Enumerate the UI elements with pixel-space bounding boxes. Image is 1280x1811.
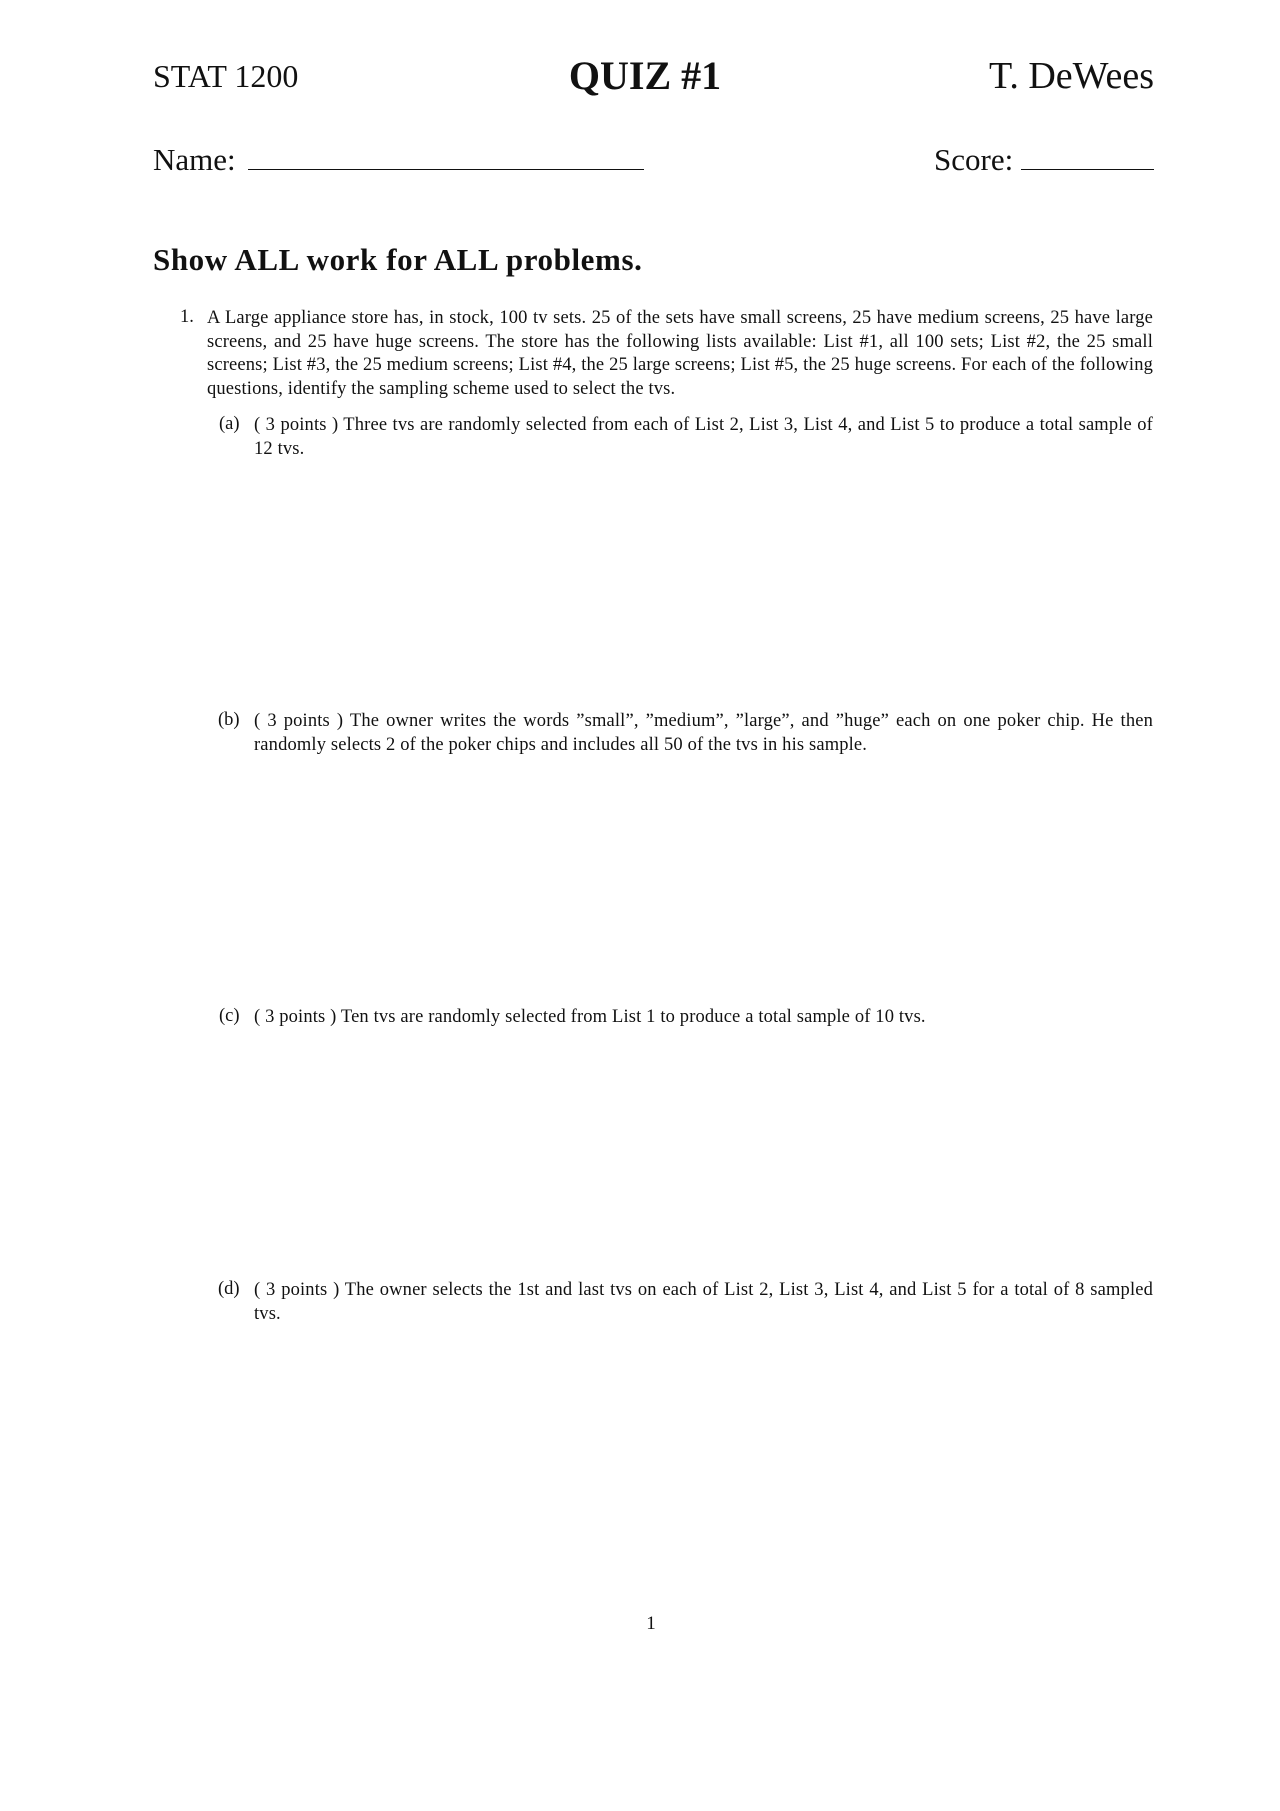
instructor-name: T. DeWees xyxy=(988,55,1154,97)
part-c-text: ( 3 points ) Ten tvs are randomly selected from List 1 to produce a total sample of 10 tvs. xyxy=(254,1007,926,1027)
part-b-text: ( 3 points ) The owner writes the words ”small”, ”medium”, ”large”, and ”huge” each on one poker chip. He then randomly selects 2 of the poker chips and includes all 50 of the tvs in his sample. xyxy=(254,711,1153,755)
part-a-label: (a) xyxy=(219,414,240,434)
part-b-label: (b) xyxy=(218,710,240,730)
score-blank-line[interactable] xyxy=(1021,169,1154,170)
problem-number: 1. xyxy=(180,307,194,327)
part-d-label: (d) xyxy=(218,1279,240,1299)
part-a-text: ( 3 points ) Three tvs are randomly selected from each of List 2, List 3, List 4, and List 5 to produce a total sample of 12 tvs. xyxy=(254,415,1153,459)
part-c-label: (c) xyxy=(219,1006,240,1026)
quiz-title: QUIZ #1 xyxy=(568,53,722,98)
score-label: Score: xyxy=(934,142,1014,177)
name-label: Name: xyxy=(153,142,236,177)
instruction-heading: Show ALL work for ALL problems. xyxy=(153,242,643,277)
name-blank-line[interactable] xyxy=(248,169,644,170)
course-code: STAT 1200 xyxy=(153,58,299,94)
page-number: 1 xyxy=(646,1613,656,1634)
problem-statement: A Large appliance store has, in stock, 100 tv sets. 25 of the sets have small screens, 25 have medium screens, 25 have large screens, and 25 have huge screens. The store has the following lists available: List #1, all 100 sets; List #2, the 25 small screens; List #3, the 25 medium screens; List #4, the 25 large screens; List #5, the 25 huge screens. For each of the following questions, identify the sampling scheme used to select the tvs. xyxy=(207,308,1153,399)
part-d-text: ( 3 points ) The owner selects the 1st and last tvs on each of List 2, List 3, List 4, and List 5 for a total of 8 sampled tvs. xyxy=(254,1280,1153,1324)
